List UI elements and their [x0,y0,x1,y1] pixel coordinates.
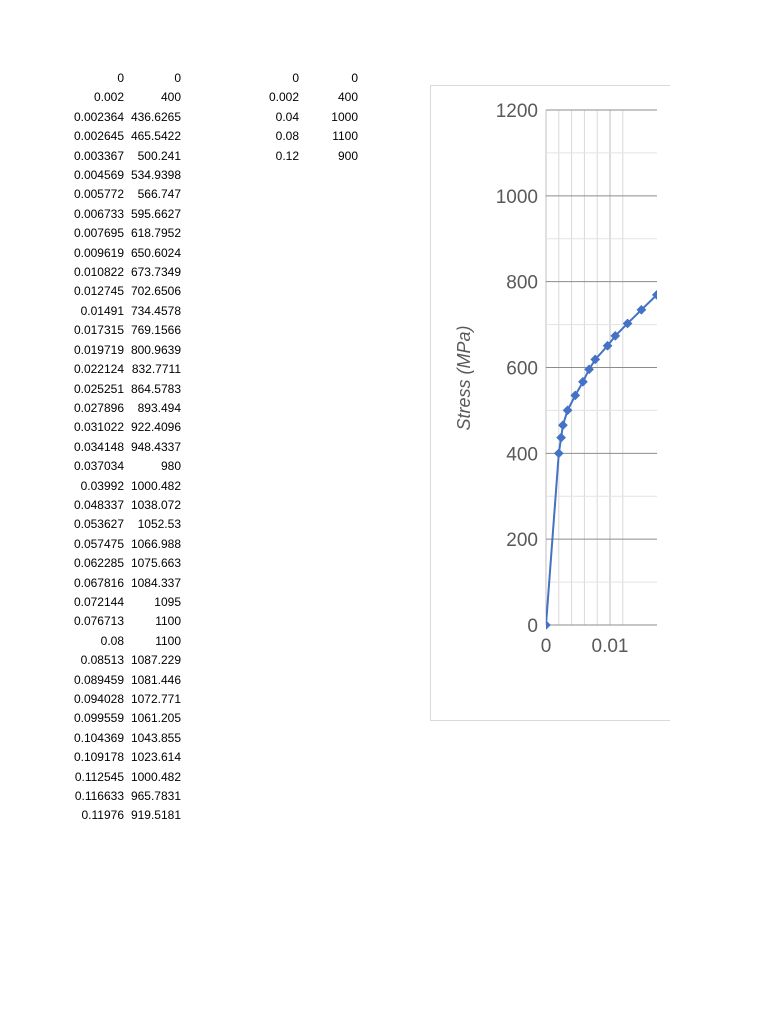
stress-cell[interactable]: 1072.771 [130,692,181,706]
table1-row [60,671,181,690]
table1-row [60,360,181,379]
strain-cell[interactable]: 0.022124 [73,362,124,377]
table1-row [60,515,181,534]
strain-cell[interactable]: 0.116633 [74,789,124,804]
x-tick-label: 0 [540,636,552,657]
table2-row [240,147,358,166]
stress-cell[interactable]: 1066.988 [130,536,181,551]
data-table-stress-strain [60,69,181,826]
strain-cell[interactable]: 0.007695 [73,226,124,241]
strain-cell[interactable]: 0.076713 [73,614,124,629]
stress-cell[interactable]: 919.5181 [130,808,181,823]
strain-cell[interactable]: 0.017315 [73,323,124,338]
strain-cell[interactable]: 0.002645 [73,129,124,144]
table1-row [60,108,181,127]
stress-cell[interactable]: 832.7711 [131,362,181,377]
strain-cell[interactable]: 0.009619 [73,245,124,260]
stress-cell[interactable]: 900 [337,148,358,163]
strain-cell[interactable]: 0.062285 [73,556,124,571]
stress-cell[interactable]: 400 [337,90,358,105]
stress-cell[interactable]: 566.747 [137,187,181,202]
table1-row [60,496,181,515]
stress-cell[interactable]: 1000.482 [130,769,181,784]
table1-row [60,651,181,670]
y-tick-label: 400 [506,444,538,466]
stress-cell[interactable]: 1052.53 [137,517,181,532]
data-point-marker [578,377,587,386]
strain-cell[interactable]: 0.006733 [73,206,124,221]
stress-cell[interactable]: 650.6024 [130,245,181,260]
stress-cell[interactable]: 702.6506 [130,284,181,299]
stress-cell[interactable]: 0 [351,71,358,85]
data-table-key-points [240,69,358,166]
strain-cell[interactable]: 0.099559 [73,711,124,726]
data-point-marker [563,406,572,415]
stress-cell[interactable]: 1081.446 [130,672,181,687]
table1-row [60,457,181,476]
table1-row [60,185,181,204]
strain-cell[interactable]: 0 [117,71,124,85]
strain-cell[interactable]: 0.08513 [80,653,124,668]
data-point-marker [554,449,563,458]
table1-row [60,690,181,709]
strain-cell[interactable]: 0.01491 [80,303,124,318]
table1-row [60,69,181,88]
stress-cell[interactable]: 595.6627 [130,206,181,221]
strain-cell[interactable]: 0.053627 [73,517,124,532]
strain-cell[interactable]: 0.104369 [73,730,124,745]
strain-cell[interactable]: 0.004569 [73,168,124,183]
stress-cell[interactable]: 1100 [155,614,181,629]
table1-row [60,806,181,825]
strain-cell[interactable]: 0.005772 [73,187,124,202]
y-tick-label: 600 [506,358,538,380]
stress-cell[interactable]: 465.5422 [130,129,181,144]
stress-cell[interactable]: 965.7831 [130,789,181,804]
strain-cell[interactable]: 0.010822 [73,265,124,280]
stress-cell[interactable]: 534.9398 [130,168,181,183]
stress-cell[interactable]: 1100 [332,129,358,144]
table1-row [60,88,181,107]
stress-cell[interactable]: 1043.855 [130,730,181,745]
table1-row [60,380,181,399]
table1-row [60,438,181,457]
stress-cell[interactable]: 769.1566 [130,323,181,338]
table1-row [60,147,181,166]
strain-cell[interactable]: 0.04 [275,109,299,124]
stress-cell[interactable]: 800.9639 [130,342,181,357]
stress-cell[interactable]: 1000 [331,109,358,124]
strain-cell[interactable]: 0.109178 [73,750,124,765]
strain-cell[interactable]: 0.034148 [73,439,124,454]
table1-row [60,574,181,593]
strain-cell[interactable]: 0.11976 [81,808,124,823]
stress-cell[interactable]: 1084.337 [130,575,181,590]
table1-row [60,341,181,360]
strain-cell[interactable]: 0.089459 [73,672,124,687]
table1-row [60,224,181,243]
stress-cell[interactable]: 893.494 [137,400,181,415]
series-line [546,153,671,625]
strain-cell[interactable]: 0.037034 [73,459,124,474]
table1-row [60,321,181,340]
stress-cell[interactable]: 618.7952 [130,226,181,241]
strain-cell[interactable]: 0.012745 [73,284,124,299]
strain-cell[interactable]: 0.094028 [73,692,124,706]
stress-cell[interactable]: 980 [160,459,181,474]
stress-cell[interactable]: 0 [174,71,181,85]
data-point-marker [558,421,567,430]
table1-row [60,205,181,224]
y-tick-label: 800 [506,272,538,294]
strain-cell[interactable]: 0.031022 [73,420,124,435]
y-tick-label: 200 [506,530,538,552]
table1-row [60,418,181,437]
table2-row [240,127,358,146]
table1-row [60,554,181,573]
stress-cell[interactable]: 1061.205 [130,711,181,726]
strain-cell[interactable]: 0.002364 [73,109,124,124]
strain-cell[interactable]: 0.048337 [73,497,124,512]
strain-cell[interactable]: 0.12 [275,148,299,163]
table1-row [60,632,181,651]
strain-cell[interactable]: 0.067816 [73,575,124,590]
table1-row [60,729,181,748]
table1-row [60,593,181,612]
stress-cell[interactable]: 1000.482 [130,478,181,493]
stress-cell[interactable]: 1100 [155,633,181,648]
strain-cell[interactable]: 0.002 [93,90,124,105]
stress-cell[interactable]: 1023.614 [130,750,181,765]
stress-cell[interactable]: 948.4337 [130,439,181,454]
strain-cell[interactable]: 0.03992 [80,478,124,493]
stress-strain-chart [431,86,671,722]
strain-cell[interactable]: 0.112545 [74,769,124,784]
strain-cell[interactable]: 0.027896 [73,400,124,415]
y-tick-label: 1000 [495,186,538,208]
stress-cell[interactable]: 864.5783 [130,381,181,396]
data-point-marker [541,620,550,629]
table1-row [60,263,181,282]
y-tick-label: 1200 [495,101,538,122]
table1-row [60,399,181,418]
stress-cell[interactable]: 1075.663 [130,556,181,571]
data-point-marker [668,277,671,286]
table1-row [60,787,181,806]
table1-row [60,244,181,263]
table2-row [240,69,358,88]
stress-cell[interactable]: 1038.072 [130,497,181,512]
table1-row [60,302,181,321]
table1-row [60,709,181,728]
x-tick-label: 0.01 [591,636,629,657]
table2-row [240,88,358,107]
strain-cell[interactable]: 0.072144 [73,594,124,609]
strain-cell[interactable]: 0.057475 [73,536,124,551]
stress-cell[interactable]: 922.4096 [130,420,181,435]
stress-cell[interactable]: 500.241 [137,148,181,163]
table2-row [240,108,358,127]
strain-cell[interactable]: 0.002 [268,90,299,105]
strain-cell[interactable]: 0.019719 [73,342,124,357]
table1-row [60,612,181,631]
strain-cell[interactable]: 0.08 [100,633,124,648]
table1-row [60,768,181,787]
strain-cell[interactable]: 0.08 [275,129,299,144]
y-axis-label: Stress (MPa) [454,325,474,431]
table1-row [60,166,181,185]
table1-row [60,748,181,767]
data-point-marker [557,433,566,442]
stress-cell[interactable]: 1087.229 [130,653,181,668]
table1-row [60,477,181,496]
chart-area[interactable] [430,85,670,721]
strain-cell[interactable]: 0.003367 [73,148,124,163]
stress-cell[interactable]: 734.4578 [130,303,181,318]
stress-cell[interactable]: 1095 [154,594,181,609]
data-point-marker [584,365,593,374]
table1-row [60,282,181,301]
stress-cell[interactable]: 400 [160,90,181,105]
table1-row [60,535,181,554]
table1-row [60,127,181,146]
stress-cell[interactable]: 673.7349 [130,265,181,280]
stress-cell[interactable]: 436.6265 [130,109,181,124]
strain-cell[interactable]: 0 [292,71,299,85]
strain-cell[interactable]: 0.025251 [73,381,124,396]
y-tick-label: 0 [527,616,538,637]
